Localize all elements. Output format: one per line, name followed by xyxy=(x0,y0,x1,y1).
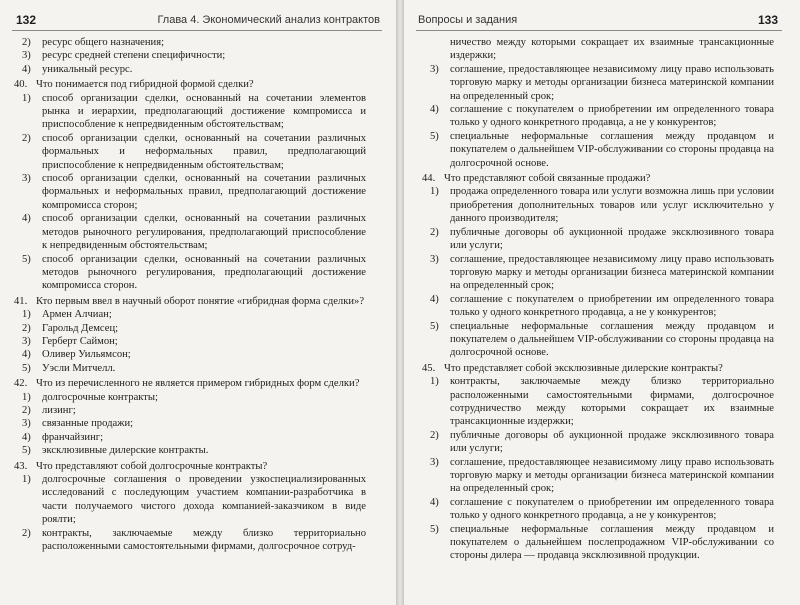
option-number: 5) xyxy=(22,362,31,374)
question-number: 44. xyxy=(422,173,436,185)
option-number: 1) xyxy=(22,92,31,104)
option-number: 5) xyxy=(430,130,439,142)
option-text: Уэсли Митчелл. xyxy=(42,362,116,374)
option-text: уникальный ресурс. xyxy=(42,63,133,75)
option-number: 5) xyxy=(22,445,31,457)
option-number: 1) xyxy=(22,391,31,403)
answer-option xyxy=(422,375,774,429)
right-page xyxy=(404,0,800,605)
option-number: 4) xyxy=(430,104,439,116)
option-text: специальные неформальные соглашения между продавцом и покупателем о дальнейшем VIP-обслуживании со стороны продавца на долгосрочной основе. xyxy=(450,130,774,169)
answer-option xyxy=(422,185,774,225)
answer-option xyxy=(14,172,366,212)
question-number: 43. xyxy=(14,460,28,472)
question xyxy=(14,460,366,473)
answer-option xyxy=(422,130,774,170)
option-text: соглашение, предоставляющее независимому лицу право использовать торговую марку и методы организации бизнеса материнской компании на определенный срок; xyxy=(450,63,774,102)
option-text: способ организации сделки, основанный на сочетании различных формальных и неформальных правил, предполагающий достижение компромисса сторон; xyxy=(42,173,366,211)
option-number: 2) xyxy=(22,37,31,48)
option-text: ресурс общего назначения; xyxy=(42,37,165,48)
option-number: 4) xyxy=(22,431,31,443)
option-text: соглашение, предоставляющее независимому лицу право использовать торговую марку и методы организации бизнеса материнской компании на определенный срок; xyxy=(450,253,774,292)
option-number: 2) xyxy=(430,226,439,238)
option-text: способ организации сделки, основанный на сочетании элементов рынка и иерархии, предполагающий достижение компромисса и приспособление к непредвиденным обстоятельствам; xyxy=(42,92,366,131)
option-number: 3) xyxy=(430,253,439,265)
page-number: 132 xyxy=(16,13,37,27)
option-text: публичные договоры об аукционной продаже эксклюзивного товара или услуги; xyxy=(450,429,774,455)
question xyxy=(14,295,366,308)
question-text: Что из перечисленного не является примером гибридных форм сделки? xyxy=(36,378,360,390)
option-text: эксклюзивные дилерские контракты. xyxy=(42,445,209,457)
question-text: Что представляют собой долгосрочные контракты? xyxy=(36,460,268,472)
answer-option xyxy=(422,429,774,456)
option-number: 2) xyxy=(22,132,31,144)
left-page-body xyxy=(14,36,366,553)
option-text: способ организации сделки, основанный на сочетании различных формальных и неформальных правил, предполагающий приспособление к непредвиденным обстоятельствам; xyxy=(42,132,366,171)
answer-option xyxy=(14,49,366,62)
right-running-header xyxy=(416,12,782,31)
option-number: 1) xyxy=(22,309,31,321)
option-text: способ организации сделки, основанный на сочетании различных методов рыночного регулирования, предполагающий достижение компромисса сторон. xyxy=(42,253,366,292)
question-text: Кто первым ввел в научный оборот понятие «гибридная форма сделки»? xyxy=(36,295,365,307)
option-number: 4) xyxy=(22,349,31,361)
option-text: соглашение, предоставляющее независимому лицу право использовать торговую марку и методы организации бизнеса материнской компании на определенный срок; xyxy=(450,456,774,495)
answer-option xyxy=(422,63,774,103)
option-text: долгосрочные контракты; xyxy=(42,391,158,403)
question-text: Что представляют собой связанные продажи? xyxy=(444,173,651,185)
answer-option xyxy=(14,404,366,417)
answer-option xyxy=(14,473,366,527)
answer-option xyxy=(14,444,366,457)
section-header: Вопросы и задания xyxy=(418,14,518,26)
answer-option xyxy=(422,103,774,130)
option-text: ресурс средней степени специфичности; xyxy=(42,50,226,62)
answer-option xyxy=(14,322,366,335)
option-text: долгосрочные соглашения о проведении узкоспециализированных исследований с последующим участием компании-разработчика в части получаемого чистого дохода компанией-заказчиком в виде роялти; xyxy=(42,474,366,526)
answer-option xyxy=(422,456,774,496)
answer-option xyxy=(14,335,366,348)
option-text: Гарольд Демсец; xyxy=(42,322,119,334)
option-text: способ организации сделки, основанный на сочетании различных методов рыночного регулирования, предполагающий приспособление к непредвиденным обстоятельствам; xyxy=(42,213,366,252)
option-number: 5) xyxy=(430,523,439,535)
question-number: 41. xyxy=(14,295,28,307)
right-page-body xyxy=(422,36,774,563)
option-number: 4) xyxy=(22,213,31,225)
question-text: Что понимается под гибридной формой сделки? xyxy=(36,79,254,91)
option-text: франчайзинг; xyxy=(42,431,104,443)
option-number: 2) xyxy=(22,404,31,416)
answer-option xyxy=(14,527,366,554)
answer-option xyxy=(422,226,774,253)
question-number: 45. xyxy=(422,362,436,374)
question xyxy=(422,362,774,375)
answer-option xyxy=(422,293,774,320)
option-number: 4) xyxy=(430,293,439,305)
option-text: соглашение с покупателем о приобретении им определенного товара только у одного конкретного продавца, а не у конкурентов; xyxy=(450,496,774,522)
chapter-header: Глава 4. Экономический анализ контрактов xyxy=(157,14,380,26)
answer-option xyxy=(14,308,366,321)
option-number: 3) xyxy=(430,63,439,75)
option-text: специальные неформальные соглашения между продавцом и покупателем о дальнейшем послепродажном VIP-обслуживании со стороны дилера — продавца эксклюзивной продукции. xyxy=(450,523,774,562)
question-number: 40. xyxy=(14,79,28,91)
option-number: 4) xyxy=(22,63,31,75)
question xyxy=(14,377,366,390)
option-number: 5) xyxy=(430,320,439,332)
question xyxy=(14,78,366,91)
option-number: 2) xyxy=(22,322,31,334)
option-number: 2) xyxy=(430,429,439,441)
left-running-header xyxy=(12,12,382,31)
answer-option xyxy=(14,417,366,430)
option-text: связанные продажи; xyxy=(42,418,134,430)
question xyxy=(422,172,774,185)
option-number: 3) xyxy=(22,335,31,347)
answer-option xyxy=(422,253,774,293)
option-text: лизинг; xyxy=(42,404,76,416)
option-text: соглашение с покупателем о приобретении им определенного товара только у одного конкретного продавца, а не у конкурентов; xyxy=(450,293,774,319)
option-number: 3) xyxy=(22,173,31,185)
question-text: Что представляет собой эксклюзивные дилерские контракты? xyxy=(444,362,723,374)
option-text: Герберт Саймон; xyxy=(42,335,118,347)
option-text: соглашение с покупателем о приобретении им определенного товара только у одного конкретного продавца, а не у конкурентов; xyxy=(450,104,774,129)
option-number: 2) xyxy=(22,527,31,539)
answer-option xyxy=(14,253,366,293)
book-gutter xyxy=(396,0,404,605)
option-text: Оливер Уильямсон; xyxy=(42,349,131,361)
option-number: 4) xyxy=(430,496,439,508)
page-number: 133 xyxy=(757,13,778,27)
answer-option xyxy=(14,348,366,361)
option-number: 1) xyxy=(430,376,439,388)
option-number: 1) xyxy=(430,186,439,198)
answer-option xyxy=(422,320,774,360)
left-page xyxy=(0,0,396,605)
answer-option xyxy=(14,212,366,252)
answer-option xyxy=(14,431,366,444)
option-number: 3) xyxy=(22,418,31,430)
option-text: публичные договоры об аукционной продаже эксклюзивного товара или услуги; xyxy=(450,226,774,252)
option-text: Армен Алчиан; xyxy=(42,309,112,321)
option-text: специальные неформальные соглашения между продавцом и покупателем о дальнейшем VIP-обслуживании со стороны продавца на долгосрочной основе. xyxy=(450,320,774,359)
option-number: 1) xyxy=(22,474,31,485)
answer-option xyxy=(422,523,774,563)
option-number: 3) xyxy=(22,50,31,62)
answer-option xyxy=(14,92,366,132)
question-number: 42. xyxy=(14,378,28,390)
option-text: контракты, заключаемые между близко территориально расположенными самостоятельными фирмами, долгосрочное сотруд- xyxy=(42,527,366,553)
option-number: 3) xyxy=(430,456,439,468)
answer-option xyxy=(14,132,366,172)
option-number: 5) xyxy=(22,253,31,265)
option-text: продажа определенного товара или услуги возможна лишь при условии приобретения дополнительных товаров или услуг исключительно у данного производителя; xyxy=(450,186,774,225)
answer-option xyxy=(14,391,366,404)
answer-option xyxy=(14,362,366,375)
continued-text: ничество между которыми сокращает их взаимные трансакционные издержки; xyxy=(450,37,774,62)
option-text: контракты, заключаемые между близко территориально расположенными самостоятельными фирмами, долгосрочное сотрудничество между которыми сокращает их взаимные трансакционные издержки; xyxy=(450,376,774,428)
answer-option xyxy=(422,496,774,523)
answer-option xyxy=(14,36,366,49)
answer-option xyxy=(14,63,366,76)
